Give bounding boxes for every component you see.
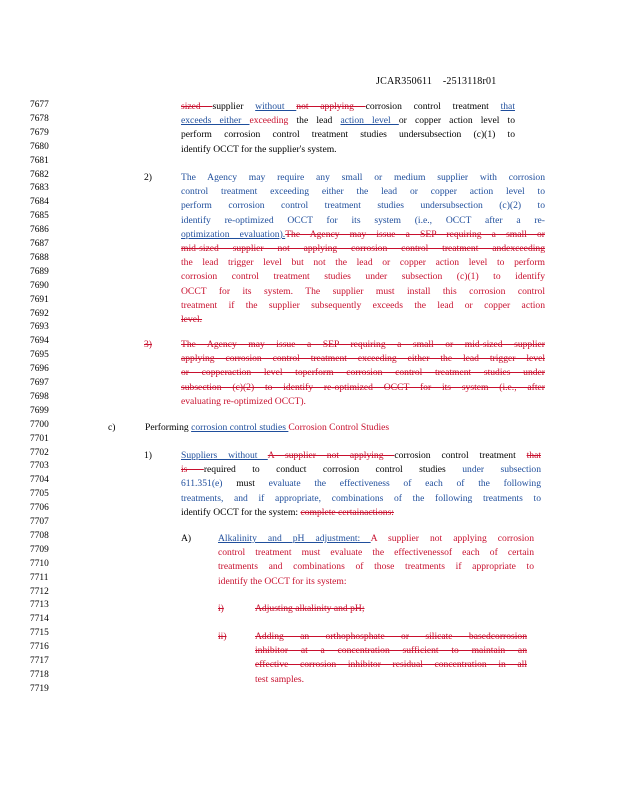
text-line	[255, 644, 527, 658]
document-header	[376, 76, 496, 87]
text-line	[181, 506, 541, 520]
text-segment: inhibitor at a concentration sufficient to maintain an	[255, 645, 527, 657]
text-segment: optimization evaluation).	[181, 228, 286, 240]
text-segment: A supplier not applying corrosion	[370, 533, 534, 544]
line-number: 7682	[30, 169, 49, 180]
text-segment: control treatment must evaluate the effectivenessof each of certain	[218, 547, 534, 559]
line-number: 7704	[30, 475, 49, 486]
document-id: JCAR350611	[376, 76, 433, 87]
text-segment: corrosion control treatment	[365, 101, 501, 112]
text-segment: Performing	[145, 422, 192, 433]
text-segment: under subsection	[462, 464, 541, 476]
line-number: 7684	[30, 197, 49, 208]
text-segment: identify re-optimized OCCT for its system (i.e., OCCT after a re-	[181, 214, 545, 226]
line-number: 7713	[30, 600, 49, 611]
text-line	[255, 673, 527, 687]
text-line	[181, 338, 545, 352]
line-number: 7699	[30, 405, 49, 416]
text-segment: treatments and combinations of those treatments if appropriate to	[218, 561, 534, 573]
line-number: 7685	[30, 211, 49, 222]
line-number: 7705	[30, 489, 49, 500]
text-segment: effective corrosion inhibitor residual concentration in all	[255, 659, 527, 671]
line-number: 7697	[30, 378, 49, 388]
text-line	[255, 630, 527, 644]
document-ref: -2513118r01	[442, 76, 497, 87]
text-segment: Adjusting alkalinity and pH;	[255, 603, 365, 614]
text-segment: treatment if the supplier subsequently exceeds the lead or copper action	[181, 299, 545, 311]
text-segment: supplier	[212, 101, 256, 112]
text-line	[181, 352, 545, 366]
text-segment: complete certainactions:	[300, 506, 394, 518]
text-segment: Corrosion Control Studies	[288, 422, 390, 433]
text-segment: The Agency may issue a SEP requiring a small or mid-sized supplier	[181, 339, 545, 350]
text-segment: corrosion control studies	[191, 422, 289, 433]
line-number: 7678	[30, 113, 49, 124]
text-line	[181, 114, 515, 128]
text-segment: Adding an orthophosphate or silicate basedcorrosion	[255, 631, 527, 642]
text-segment: the lead trigger level but not the lead or copper action level to perform	[181, 257, 545, 269]
label-c: c)	[108, 422, 116, 433]
line-number: 7687	[30, 239, 49, 249]
text-line	[181, 214, 545, 228]
text-line	[218, 546, 534, 560]
line-number: 7710	[30, 558, 49, 569]
paragraph-b3	[181, 338, 545, 409]
text-segment: perform corrosion control treatment studies undersubsection (c)(1) to	[181, 129, 515, 141]
label-cA: A)	[181, 533, 192, 544]
text-segment: is	[181, 464, 204, 476]
text-segment: evaluating re-optimized OCCT).	[181, 395, 306, 407]
paragraph-c1	[181, 449, 541, 520]
line-number: 7677	[30, 100, 49, 110]
text-line	[181, 492, 541, 506]
line-number: 7718	[30, 669, 49, 680]
line-number: 7696	[30, 364, 49, 375]
text-line	[181, 449, 541, 463]
text-line	[181, 185, 545, 199]
line-number: 7686	[30, 225, 49, 236]
line-number: 7702	[30, 447, 49, 458]
line-number: 7683	[30, 183, 49, 194]
text-line	[181, 381, 545, 395]
text-segment: that	[526, 450, 541, 461]
line-number: 7708	[30, 530, 49, 541]
line-number: 7716	[30, 642, 49, 653]
line-number: 7703	[30, 461, 49, 472]
text-line	[218, 560, 534, 574]
text-segment: applying corrosion control treatment exceeding either the lead trigger level	[181, 353, 545, 365]
heading-c	[145, 421, 465, 435]
line-number: 7695	[30, 350, 49, 361]
line-number: 7692	[30, 308, 49, 319]
text-segment: corrosion control treatment studies under subsection (c)(1) to identify	[181, 271, 545, 283]
text-line	[181, 299, 545, 313]
text-segment: required to conduct corrosion control studies	[203, 464, 463, 476]
text-segment: corrosion control treatment	[394, 450, 527, 461]
text-line	[181, 477, 541, 491]
line-number: 7691	[30, 294, 49, 305]
text-line	[181, 313, 545, 327]
label-ci: i)	[218, 603, 224, 614]
text-line	[218, 532, 534, 546]
text-segment: mid-sized supplier not applying corrosion control treatment andexceeding	[181, 243, 545, 255]
text-line	[218, 575, 534, 589]
paragraph-b2	[181, 171, 545, 327]
line-number: 7707	[30, 517, 49, 527]
text-segment: without	[255, 101, 297, 112]
text-segment: OCCT for its system. The supplier must install this corrosion control	[181, 285, 545, 297]
text-segment: must	[236, 478, 269, 490]
text-line	[255, 602, 395, 616]
text-line	[181, 270, 545, 284]
text-segment: The Agency may require any small or medium supplier with corrosion	[181, 172, 545, 183]
paragraph-cii	[255, 630, 527, 687]
text-segment: subsection (c)(2) to identify re-optimized OCCT for its system (i.e., after	[181, 381, 545, 393]
text-segment: identify the OCCT for its system:	[218, 575, 347, 587]
text-line	[145, 421, 465, 435]
text-segment: or copper action level to	[398, 115, 515, 127]
text-segment: control treatment exceeding either the lead or copper action level to	[181, 186, 545, 198]
text-line	[181, 228, 545, 242]
text-segment: identify OCCT for the supplier's system.	[181, 143, 337, 155]
line-number: 7719	[30, 683, 49, 694]
text-segment: test samples.	[255, 673, 305, 685]
text-segment: The Agency may issue a SEP requiring a small or	[285, 228, 545, 240]
label-cii: ii)	[218, 631, 227, 642]
line-number: 7717	[30, 656, 49, 666]
text-segment: not applying	[296, 101, 366, 112]
text-segment: level.	[181, 314, 203, 326]
label-2: 2)	[144, 172, 152, 183]
line-number: 7681	[30, 155, 49, 166]
text-segment: Alkalinity and pH adjustment:	[218, 533, 371, 544]
line-number: 7712	[30, 586, 49, 597]
line-number: 7711	[30, 572, 49, 583]
line-number: 7693	[30, 322, 49, 333]
text-line	[181, 395, 545, 409]
line-number: 7688	[30, 252, 49, 263]
line-number: 7715	[30, 628, 49, 639]
line-number: 7679	[30, 127, 49, 138]
line-number: 7706	[30, 503, 49, 514]
text-segment: perform corrosion control treatment studies undersubsection (c)(2) to	[181, 200, 545, 212]
line-number: 7700	[30, 419, 49, 430]
line-number: 7714	[30, 614, 49, 625]
text-line	[255, 658, 527, 672]
line-number: 7680	[30, 141, 49, 152]
paragraph-b1-continuation	[181, 100, 515, 157]
line-number: 7694	[30, 336, 49, 347]
text-segment: sized	[181, 101, 213, 112]
text-line	[181, 100, 515, 114]
text-segment: Suppliers without	[181, 450, 268, 461]
line-number: 7690	[30, 280, 49, 291]
line-number: 7698	[30, 391, 49, 402]
text-segment: that	[500, 101, 515, 112]
text-line	[181, 285, 545, 299]
text-line	[181, 171, 545, 185]
paragraph-ci	[255, 602, 395, 616]
text-segment: treatments, and if appropriate, combinations of the following treatments to	[181, 492, 541, 504]
text-segment: exceeds either	[181, 115, 250, 127]
text-segment: evaluate the effectiveness of each of the following	[268, 478, 541, 490]
line-number: 7689	[30, 266, 49, 277]
label-c1: 1)	[144, 450, 152, 461]
label-3: 3)	[144, 339, 152, 350]
line-number: 7709	[30, 544, 49, 555]
text-segment: the lead	[296, 115, 341, 127]
text-line	[181, 199, 545, 213]
text-line	[181, 366, 545, 380]
paragraph-cA	[218, 532, 534, 589]
text-segment: A supplier not applying	[267, 450, 395, 461]
text-segment: action level	[340, 115, 399, 127]
text-line	[181, 128, 515, 142]
text-line	[181, 256, 545, 270]
text-line	[181, 463, 541, 477]
text-line	[181, 242, 545, 256]
line-number: 7701	[30, 433, 49, 444]
text-segment: identify OCCT for the system:	[181, 506, 301, 518]
text-segment: 611.351(e)	[181, 478, 237, 490]
text-line	[181, 143, 515, 157]
text-segment: or copperaction level toperform corrosion control treatment studies under	[181, 367, 545, 379]
text-segment: exceeding	[249, 115, 297, 127]
